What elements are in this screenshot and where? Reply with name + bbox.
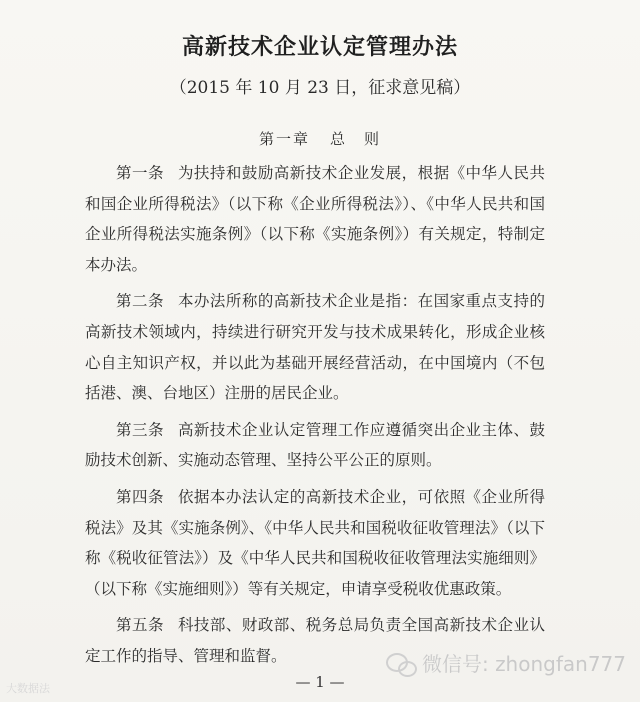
document-subtitle: （2015 年 10 月 23 日，征求意见稿） [169, 78, 471, 98]
article-2 [85, 286, 545, 408]
page-number: — 1 — [295, 673, 345, 691]
document-title: 高新技术企业认定管理办法 [181, 34, 458, 60]
article-lead: 第一条 [116, 164, 164, 182]
article-1 [85, 158, 545, 280]
document-body [85, 158, 545, 678]
article-text: 高新技术企业认定管理工作应遵循突出企业主体、鼓励技术创新、实施动态管理、坚持公平公正的原则。 [85, 420, 545, 470]
article-text: 科技部、财政部、税务总局负责全国高新技术企业认定工作的指导、管理和监督。 [85, 616, 545, 665]
wechat-id-text: 微信号: zhongfan777 [421, 652, 626, 676]
article-3 [85, 415, 545, 476]
chapter-title: 总 则 [330, 130, 382, 148]
article-4 [85, 482, 545, 604]
article-lead: 第四条 [116, 487, 164, 506]
corner-watermark: 大数据法 [6, 682, 50, 695]
article-lead: 第五条 [116, 616, 164, 635]
wechat-logo-icon [386, 651, 416, 675]
article-text: 为扶持和鼓励高新技术企业发展，根据《中华人民共和国企业所得税法》（以下称《企业所得税法》）、《中华人民共和国企业所得税法实施条例》（以下称《实施条例》）有关规定，特制定本办法。 [85, 164, 545, 274]
chapter-heading [0, 128, 640, 149]
chapter-number: 第一章 [258, 130, 310, 148]
article-lead: 第三条 [116, 420, 164, 439]
article-text: 本办法所称的高新技术企业是指：在国家重点支持的高新技术领域内，持续进行研究开发与技术成果转化，形成企业核心自主知识产权，并以此为基础开展经营活动，在中国境内（不包括港、澳、台地区）注册的居民企业。 [85, 292, 545, 403]
article-text: 依据本办法认定的高新技术企业，可依照《企业所得税法》及其《实施条例》、《中华人民共和国税收征收管理法》（以下称《税收征管法》）及《中华人民共和国税收征收管理法实施细则》（以下称《实施细则》）等有关规定，申请享受税收优惠政策。 [85, 487, 545, 598]
article-lead: 第二条 [116, 292, 164, 311]
